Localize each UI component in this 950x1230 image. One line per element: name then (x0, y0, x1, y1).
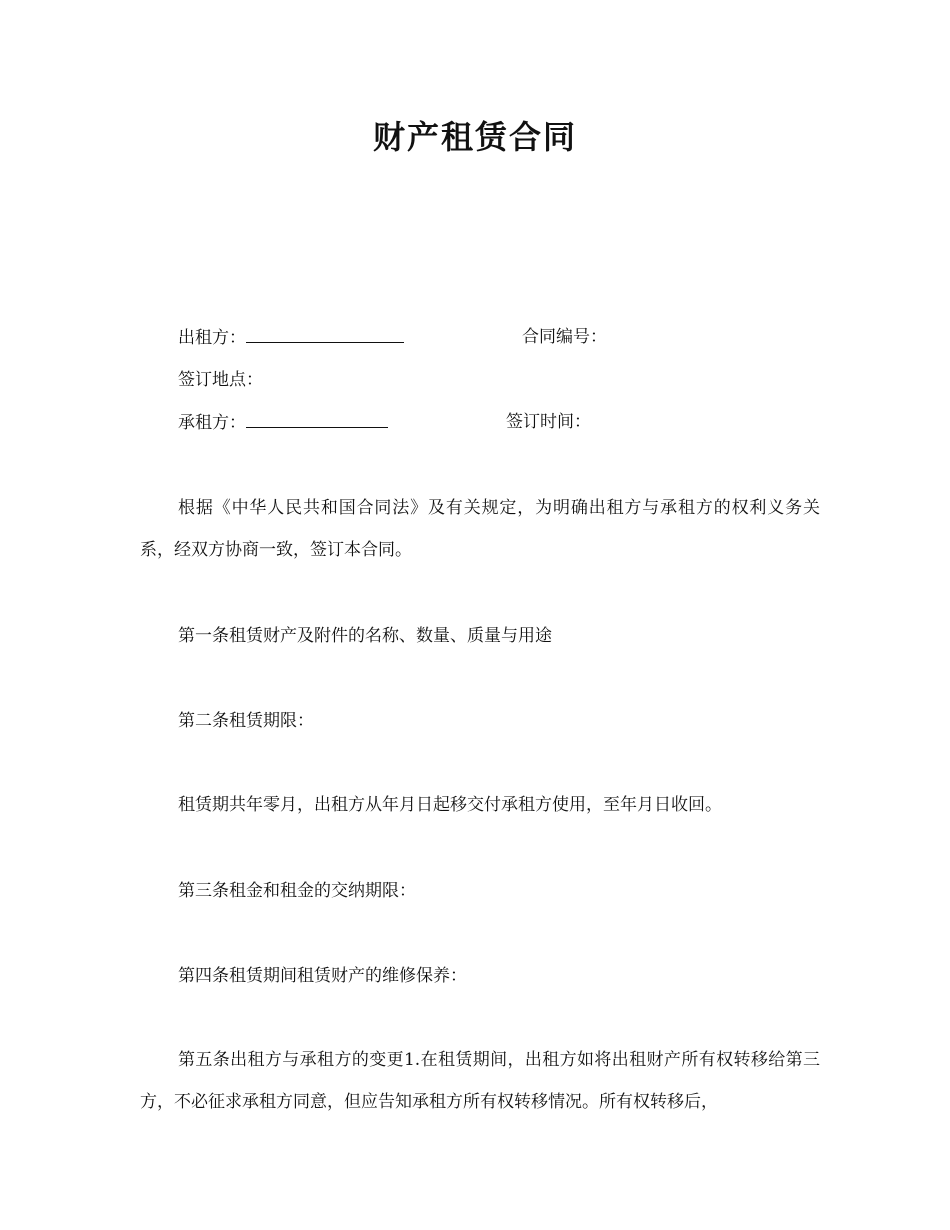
article-1-heading: 第一条租赁财产及附件的名称、数量、质量与用途 (178, 626, 552, 646)
signing-time-label: 签订时间： (506, 412, 591, 432)
lease-term-paragraph: 租赁期共年零月，出租方从年月日起移交付承租方使用，至年月日收回。 (178, 795, 722, 815)
signing-place-label: 签订地点： (178, 370, 263, 390)
document-title: 财产租赁合同 (372, 118, 577, 156)
preamble-paragraph: 根据《中华人民共和国合同法》及有关规定，为明确出租方与承租方的权利义务关系，经双方协商一致，签订本合同。 (140, 498, 820, 560)
lessee-blank-line[interactable] (246, 409, 388, 428)
lessee-field (178, 409, 388, 436)
contract-number-label: 合同编号： (522, 327, 607, 347)
lessor-blank-line[interactable] (246, 324, 404, 343)
article-2-heading: 第二条租赁期限： (178, 711, 314, 731)
article-5-paragraph: 第五条出租方与承租方的变更1.在租赁期间，出租方如将出租财产所有权转移给第三方，不必征求承租方同意，但应告知承租方所有权转移情况。所有权转移后， (140, 1050, 820, 1112)
article-4-heading: 第四条租赁期间租赁财产的维修保养： (178, 966, 467, 986)
signing-time-field (506, 409, 591, 435)
lessee-label: 承租方： (178, 413, 246, 433)
lessor-field (178, 324, 404, 351)
contract-number-field (522, 324, 607, 350)
lessor-label: 出租方： (178, 328, 246, 348)
signing-place-field (178, 367, 263, 393)
article-3-heading: 第三条租金和租金的交纳期限： (178, 881, 416, 901)
